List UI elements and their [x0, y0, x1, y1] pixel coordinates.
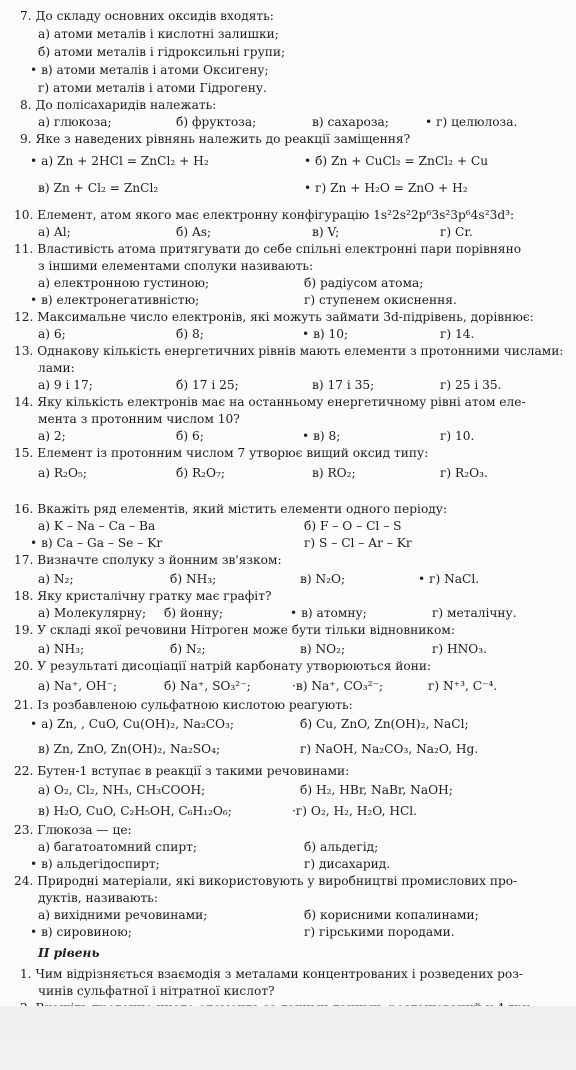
answer-option: в) RO₂; — [312, 466, 356, 480]
text-line — [0, 622, 576, 638]
answer-option: б) H₂, HBr, NaBr, NaOH; — [300, 783, 453, 797]
answer-option: б) 6; — [176, 429, 204, 443]
answer-option: • г) Zn + H₂O = ZnO + H₂ — [304, 181, 468, 195]
text-line — [0, 571, 576, 587]
text-line — [0, 26, 576, 42]
answer-option: • в) електронегативністю; — [30, 293, 200, 307]
answer-option: в) N₂O; — [300, 572, 346, 586]
answer-option: а) O₂, Cl₂, NH₃, CH₃COOH; — [38, 783, 206, 797]
answer-option: а) 2; — [38, 429, 66, 443]
question-text: 18. Яку кристалічну гратку має графіт? — [14, 589, 272, 603]
text-line — [0, 966, 576, 982]
text-line — [0, 224, 576, 240]
text-line — [0, 588, 576, 604]
text-line — [0, 924, 576, 940]
answer-option: а) 9 і 17; — [38, 378, 93, 392]
answer-option: • а) Zn + 2HCl = ZnCl₂ + H₂ — [30, 154, 209, 168]
answer-option: а) R₂O₅; — [38, 466, 87, 480]
text-line — [0, 44, 576, 60]
answer-option: в) H₂O, CuO, C₂H₅OH, C₆H₁₂O₆; — [38, 804, 232, 818]
question-text: 21. Із розбавленою сульфатною кислотою реагують: — [14, 698, 353, 712]
answer-option: ·г) O₂, H₂, H₂O, HCl. — [292, 804, 418, 818]
answer-option: а) Na⁺, OH⁻; — [38, 679, 118, 693]
text-line — [0, 343, 576, 359]
text-line — [0, 377, 576, 393]
text-line — [0, 62, 576, 78]
text-line — [0, 518, 576, 534]
answer-option: а) Молекулярну; — [38, 606, 147, 620]
text-line — [0, 258, 576, 274]
text-line — [0, 394, 576, 410]
answer-option: в) NO₂; — [300, 642, 346, 656]
answer-option: а) 6; — [38, 327, 66, 341]
text-line — [0, 839, 576, 855]
question-text: 15. Елемент із протонним числом 7 утворює вищий оксид типу: — [14, 446, 429, 460]
answer-option: б) F – O – Cl – S — [304, 519, 402, 533]
answer-option: • в) 10; — [302, 327, 349, 341]
answer-option: б) 17 і 25; — [176, 378, 239, 392]
text-line — [0, 445, 576, 461]
text-line — [0, 763, 576, 779]
text-line — [0, 535, 576, 551]
text-line — [0, 741, 576, 757]
page-footer-strip — [0, 1006, 576, 1038]
text-line — [0, 890, 576, 906]
answer-option: а) глюкоза; — [38, 115, 112, 129]
answer-option: а) атоми металів і кислотні залишки; — [38, 27, 279, 41]
answer-option: б) Na⁺, SO₃²⁻; — [164, 679, 251, 693]
question-text: 1. Чим відрізняється взаємодія з металами концентрованих і розведених роз- — [20, 967, 524, 981]
answer-option: а) вихідними речовинами; — [38, 908, 208, 922]
answer-option: мента з протонним числом 10? — [38, 412, 240, 426]
answer-option: ·в) Na⁺, CO₃²⁻; — [292, 679, 384, 693]
text-line — [0, 907, 576, 923]
text-line — [0, 207, 576, 223]
answer-option: в) V; — [312, 225, 340, 239]
answer-option: г) R₂O₃. — [440, 466, 488, 480]
answer-option: г) гірськими породами. — [304, 925, 455, 939]
question-text: 10. Елемент, атом якого має електронну конфігурацію 1s²2s²2p⁶3s²3p⁶4s²3d³: — [14, 208, 515, 222]
text-line — [0, 465, 576, 481]
text-line — [0, 180, 576, 196]
answer-option: г) дисахарид. — [304, 857, 391, 871]
question-text: 9. Яке з наведених рівнянь належить до реакції заміщення? — [20, 132, 411, 146]
answer-option: лами: — [38, 361, 75, 375]
question-text: 11. Властивість атома притягувати до себе спільні електронні пари порівняно — [14, 242, 522, 256]
question-text: 17. Визначте сполуку з йонним зв'язком: — [14, 553, 282, 567]
text-line — [0, 275, 576, 291]
answer-option: • б) Zn + CuCl₂ = ZnCl₂ + Cu — [304, 154, 489, 168]
answer-option: б) 8; — [176, 327, 204, 341]
answer-option: • в) альдегідоспирт; — [30, 857, 160, 871]
answer-option: г) атоми металів і атоми Гідрогену. — [38, 81, 267, 95]
answer-option: б) радіусом атома; — [304, 276, 424, 290]
answer-option: б) корисними копалинами; — [304, 908, 479, 922]
question-text: 8. До полісахаридів належать: — [20, 98, 217, 112]
text-line — [0, 552, 576, 568]
text-line — [0, 697, 576, 713]
question-text: 7. До складу основних оксидів входять: — [20, 9, 274, 23]
text-line — [0, 501, 576, 517]
answer-option: в) Zn, ZnO, Zn(OH)₂, Na₂SO₄; — [38, 742, 221, 756]
text-line — [0, 241, 576, 257]
answer-option: в) 17 і 35; — [312, 378, 375, 392]
answer-option: г) HNO₃. — [432, 642, 488, 656]
answer-option: г) NaOH, Na₂CO₃, Na₂O, Hg. — [300, 742, 479, 756]
answer-option: б) As; — [176, 225, 212, 239]
answer-option: в) Zn + Cl₂ = ZnCl₂ — [38, 181, 159, 195]
answer-option: а) Al; — [38, 225, 71, 239]
answer-option: б) NH₃; — [170, 572, 217, 586]
text-line — [0, 716, 576, 732]
answer-option: г) металічну. — [432, 606, 517, 620]
text-line — [0, 605, 576, 621]
answer-option: а) багатоатомний спирт; — [38, 840, 198, 854]
answer-option: з іншими елементами сполуки називають: — [38, 259, 314, 273]
text-line — [0, 428, 576, 444]
answer-option: г) 14. — [440, 327, 475, 341]
answer-option: б) фруктоза; — [176, 115, 257, 129]
text-line — [0, 658, 576, 674]
answer-option: б) йонну; — [164, 606, 223, 620]
question-text: 12. Максимальне число електронів, які можуть займати 3d-підрівень, дорівнює: — [14, 310, 534, 324]
text-line — [0, 8, 576, 24]
question-text: 14. Яку кількість електронів має на останньому енергетичному рівні атом еле- — [14, 395, 526, 409]
answer-option: г) Cr. — [440, 225, 473, 239]
text-line — [0, 411, 576, 427]
answer-option: б) атоми металів і гідроксильні групи; — [38, 45, 286, 59]
answer-option: в) сахароза; — [312, 115, 389, 129]
question-text: 20. У результаті дисоціації натрій карбонату утворюються йони: — [14, 659, 432, 673]
answer-option: • в) атоми металів і атоми Оксигену; — [30, 63, 269, 77]
answer-option: • в) атомну; — [290, 606, 367, 620]
answer-option: б) Cu, ZnO, Zn(OH)₂, NaCl; — [300, 717, 469, 731]
answer-option: • а) Zn, , CuO, Cu(OH)₂, Na₂CO₃; — [30, 717, 235, 731]
answer-option: • г) NaCl. — [418, 572, 480, 586]
answer-option: • в) 8; — [302, 429, 341, 443]
text-line — [0, 641, 576, 657]
text-line — [0, 131, 576, 147]
question-text: 24. Природні матеріали, які використовують у виробництві промислових про- — [14, 874, 518, 888]
answer-option: г) 25 і 35. — [440, 378, 502, 392]
answer-option: а) електронною густиною; — [38, 276, 210, 290]
text-line — [0, 856, 576, 872]
text-line — [0, 309, 576, 325]
question-text: 23. Глюкоза — це: — [14, 823, 132, 837]
text-line — [0, 983, 576, 999]
answer-option: г) 10. — [440, 429, 475, 443]
answer-option: б) альдегід; — [304, 840, 379, 854]
question-text: 19. У складі якої речовини Нітроген може бути тільки відновником: — [14, 623, 455, 637]
question-text: 16. Вкажіть ряд елементів, який містить елементи одного періоду: — [14, 502, 448, 516]
text-line — [0, 945, 576, 961]
question-text: 13. Однакову кількість енергетичних рівнів мають елементи з протонними числами: — [14, 344, 564, 358]
text-line — [0, 360, 576, 376]
answer-option: а) K – Na – Ca – Ba — [38, 519, 156, 533]
text-line — [0, 873, 576, 889]
text-line — [0, 782, 576, 798]
answer-option: а) NH₃; — [38, 642, 85, 656]
text-line — [0, 292, 576, 308]
answer-option: г) ступенем окиснення. — [304, 293, 457, 307]
text-line — [0, 80, 576, 96]
answer-option: • г) целюлоза. — [425, 115, 518, 129]
answer-option: б) N₂; — [170, 642, 206, 656]
question-text: 22. Бутен-1 вступає в реакції з такими речовинами: — [14, 764, 350, 778]
answer-option: г) N⁺³, C⁻⁴. — [428, 679, 498, 693]
text-line — [0, 678, 576, 694]
answer-option: б) R₂O₇; — [176, 466, 226, 480]
answer-option: а) N₂; — [38, 572, 74, 586]
answer-option: • в) сировиною; — [30, 925, 132, 939]
answer-option: II рівень — [38, 946, 100, 960]
text-line — [0, 803, 576, 819]
answer-option: г) S – Cl – Ar – Kr — [304, 536, 412, 550]
text-line — [0, 822, 576, 838]
text-line — [0, 114, 576, 130]
answer-option: дуктів, називають: — [38, 891, 158, 905]
answer-option: • в) Ca – Ga – Se – Kr — [30, 536, 163, 550]
text-line — [0, 326, 576, 342]
text-line — [0, 153, 576, 169]
text-line — [0, 97, 576, 113]
answer-option: чинів сульфатної і нітратної кислот? — [38, 984, 275, 998]
